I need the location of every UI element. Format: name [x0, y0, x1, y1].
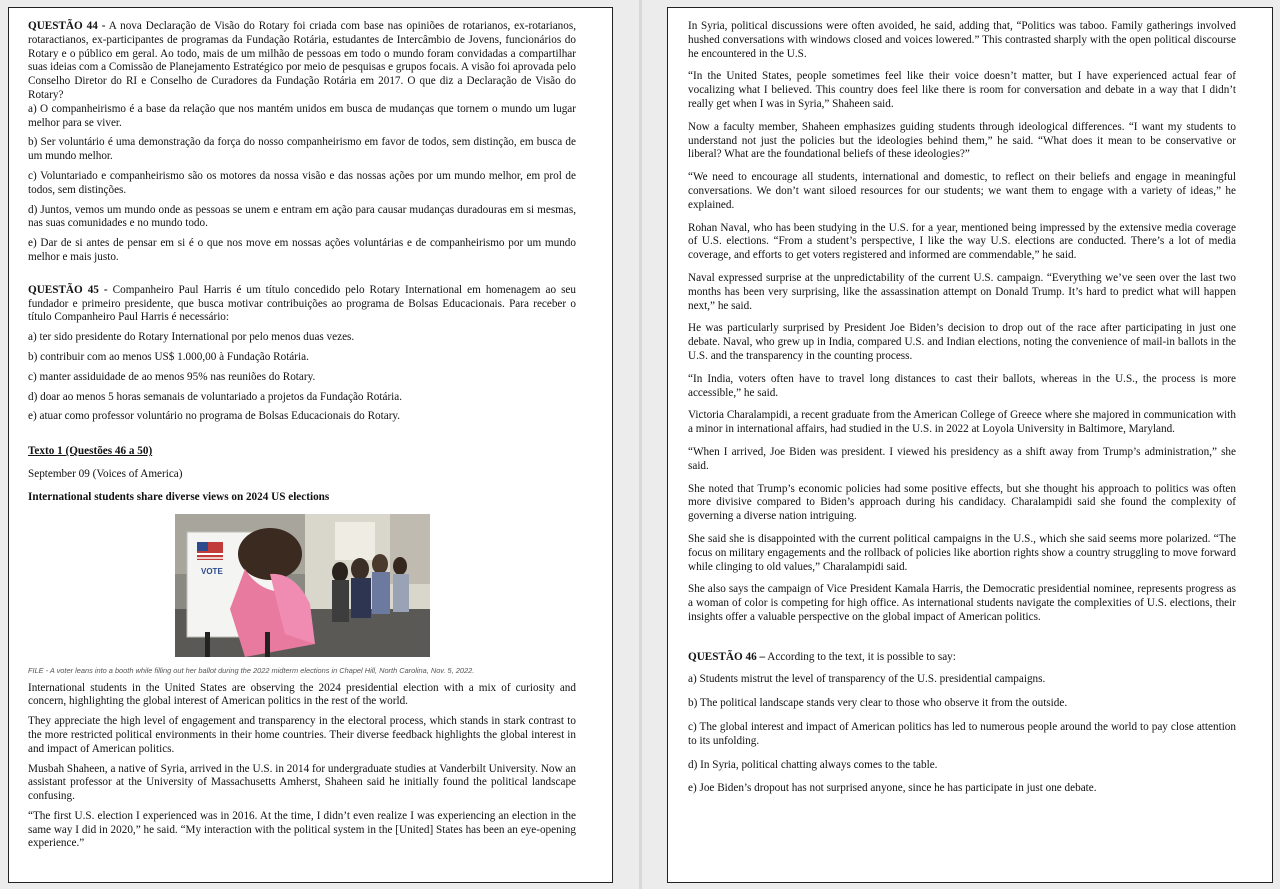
question-45-option-a: a) ter sido presidente do Rotary International por pelo menos duas vezes. — [28, 331, 355, 344]
question-44-option-b: b) Ser voluntário é uma demonstração da força do nosso companheirismo em favor de todos, sem distinção, em busca de um mundo melhor. — [28, 136, 576, 163]
article-paragraph: Naval expressed surprise at the unpredictability of the current U.S. campaign. “Everything we’ve seen over the last two months has been very surprising, like the assassination attempt on Donald Trump. It’s hard to predict what will happen next,” he said. — [688, 271, 1236, 312]
page-gap — [639, 0, 642, 889]
article-paragraph: “In India, voters often have to travel long distances to cast their ballots, whereas in the U.S., the process is more accessible,” he said. — [688, 372, 1236, 399]
question-46-title: QUESTÃO 46 – — [688, 650, 766, 663]
article-paragraph: “The first U.S. election I experienced was in 2016. At the time, I didn’t even realize I was experiencing an election in the same way I did in 2020,” he said. “My interaction with the political system in the [United] States has been an eye-opening experience.” — [28, 809, 576, 850]
article-paragraph: “We need to encourage all students, international and domestic, to reflect on their beliefs and engage in meaningful conversations. We don’t want siloed resources for our students; we want them to engage with a variety of ideas,” he explained. — [688, 171, 1236, 211]
left-page — [8, 7, 613, 883]
article-paragraph: International students in the United States are observing the 2024 presidential election with a mix of curiosity and concern, highlighting the global interest of American politics in the rest of the world. — [28, 681, 576, 708]
question-44-option-a: a) O companheirismo é a base da relação que nos mantém unidos em busca de mudanças que tornem o mundo um lugar melhor para se viver. — [28, 102, 576, 129]
question-45-stem: QUESTÃO 45 - Companheiro Paul Harris é um título concedido pelo Rotary International em homenagem ao seu fundador e primeiro presidente, que busca motivar contribuições ao programa de Bolsas Educacionais. Para receber o título Companheiro Paul Harris é necessário: — [28, 283, 576, 324]
article-paragraph: She noted that Trump’s economic policies had some positive effects, but she thought his approach to politics was often more divisive compared to Biden’s approach during his candidacy. Charalampidi said she found the complexity of governing a diverse nation intriguing. — [688, 482, 1236, 523]
question-46-option-a: a) Students mistrut the level of transparency of the U.S. presidential campaigns. — [688, 673, 1046, 686]
voter-booth-photo — [175, 514, 430, 657]
photo-caption: FILE - A voter leans into a booth while filling out her ballot during the 2022 midterm elections in Chapel Hill, North Carolina, Nov. 5, 2022. — [28, 665, 475, 675]
question-44-option-e: e) Dar de si antes de pensar em si é o que nos move em nossas ações voluntárias e de companheirismo por um mundo melhor e mais justo. — [28, 237, 576, 263]
article-paragraph: They appreciate the high level of engagement and transparency in the electoral process, which stands in stark contrast to the more restricted political environments in their home countries. Their diverse feedback highlights the global interest in and impact of American politics. — [28, 715, 576, 755]
article-headline: International students share diverse views on 2024 US elections — [28, 490, 330, 503]
question-44-option-d: d) Juntos, vemos um mundo onde as pessoas se unem e entram em ação para causar mudanças duradouras em si mesmas, nas suas comunidades e no mundo todo. — [28, 203, 576, 230]
question-46-option-b: b) The political landscape stands very clear to those who observe it from the outside. — [688, 697, 1068, 710]
question-45-option-c: c) manter assiduidade de ao menos 95% nas reuniões do Rotary. — [28, 370, 316, 383]
question-44-option-c: c) Voluntariado e companheirismo são os motores da nossa visão e das nossas ações por um mundo melhor, em prol de todos, sem distinções. — [28, 169, 576, 196]
question-46-option-d: d) In Syria, political chatting always comes to the table. — [688, 758, 938, 771]
question-46-options — [688, 673, 1236, 796]
article-paragraph: Rohan Naval, who has been studying in the U.S. for a year, mentioned being impressed by the extensive media coverage of U.S. elections. “From a student’s perspective, I like the way U.S. elections are conducted. There’s a lot of media coverage, and efforts to get voters registered and informed are commendable,” he said. — [688, 221, 1236, 262]
article-date: September 09 (Voices of America) — [28, 467, 183, 480]
texto-title: Texto 1 (Questões 46 a 50) — [28, 445, 153, 458]
question-45-option-e: e) atuar como professor voluntário no programa de Bolsas Educacionais do Rotary. — [28, 410, 401, 423]
article-paragraph: Victoria Charalampidi, a recent graduate from the American College of Greece where she majored in communication with a minor in international affairs, had studied in the U.S. in 2022 at Loyola University in Baltimore, Maryland. — [688, 409, 1236, 436]
question-45-title: QUESTÃO 45 - — [28, 283, 108, 296]
article-paragraph: He was particularly surprised by President Joe Biden’s decision to drop out of the race after participating in just one debate. Naval, who grew up in India, compared U.S. and Indian elections, noting the convenience of mail-in ballots in the U.S. and the transparency in the counting process. — [688, 322, 1236, 362]
question-45-option-d: d) doar ao menos 5 horas semanais de voluntariado a projetos da Fundação Rotária. — [28, 390, 403, 403]
question-44-stem: QUESTÃO 44 - A nova Declaração de Visão do Rotary foi criada com base nas opiniões de rotarianos, ex-rotarianos, rotaractianos, ex-participantes de programas da Fundação Rotária, estudantes de Intercâmbio de Jovens, funcionários do Rotary e o público em geral. Ao todo, mais de um milhão de pessoas em todo o mundo foram convidadas a compartilhar suas ideias com a Comissão de Planejamento Estratégico por meio de pesquisas e grupos focais. A visão foi aprovada pelo Conselho Diretor do RI e Conselho de Curadores da Fundação Rotária em 2017. O que diz a Declaração de Visão do Rotary? — [28, 20, 576, 101]
article-paragraph: Now a faculty member, Shaheen emphasizes guiding students through ideological differences. “I want my students to understand not just the policies but the ideologies behind them,” he said. “What does it mean to be conservative or liberal? What are the foundational beliefs of these ideologies?” — [688, 120, 1236, 161]
question-46-option-e: e) Joe Biden’s dropout has not surprised anyone, since he has participate in just one debate. — [688, 782, 1097, 795]
article-paragraph: In Syria, political discussions were often avoided, he said, adding that, “Politics was taboo. Family gatherings involved hushed conversations with windows closed and voices lowered.” This contrasted sharply with the open political discourse he encountered in the U.S. — [688, 20, 1236, 60]
article-paragraph: She also says the campaign of Vice President Kamala Harris, the Democratic presidential nominee, represents progress as a woman of color is competing for high office. As international students navigate the complexities of U.S. elections, their insights offer a valuable perspective on the global impact of American politics. — [688, 583, 1236, 623]
question-44-title: QUESTÃO 44 - — [28, 20, 106, 32]
vote-sign-text: VOTE — [201, 566, 223, 576]
article-paragraph: “When I arrived, Joe Biden was president. I viewed his presidency as a shift away from Trump’s administration,” she said. — [688, 445, 1236, 472]
question-46-option-c: c) The global interest and impact of American politics has led to numerous people around the world to pay close attention to its unfolding. — [688, 721, 1236, 747]
question-46-stem: QUESTÃO 46 – According to the text, it is possible to say: — [688, 650, 956, 663]
article-paragraph: She said she is disappointed with the current political campaigns in the U.S., which she said seems more polarized. “The focus on military engagements and the rollback of policies like abortion rights show a country struggling to move forward while clinging to old values,” Charalampidi said. — [688, 532, 1236, 573]
right-page — [667, 7, 1273, 883]
article-paragraph: “In the United States, people sometimes feel like their voice doesn’t matter, but I have experienced actual fear of vocalizing what I believed. This country does feel like there is room for conversation and debate in a way that I didn’t really get when I was in Syria,” Shaheen said. — [688, 70, 1236, 110]
article-paragraph: Musbah Shaheen, a native of Syria, arrived in the U.S. in 2014 for undergraduate studies at Vanderbilt University. Now an assistant professor at the University of Massachusetts Amherst, Shaheen said he initially found the political landscape confusing. — [28, 762, 576, 803]
question-45-option-b: b) contribuir com ao menos US$ 1.000,00 à Fundação Rotária. — [28, 350, 309, 363]
